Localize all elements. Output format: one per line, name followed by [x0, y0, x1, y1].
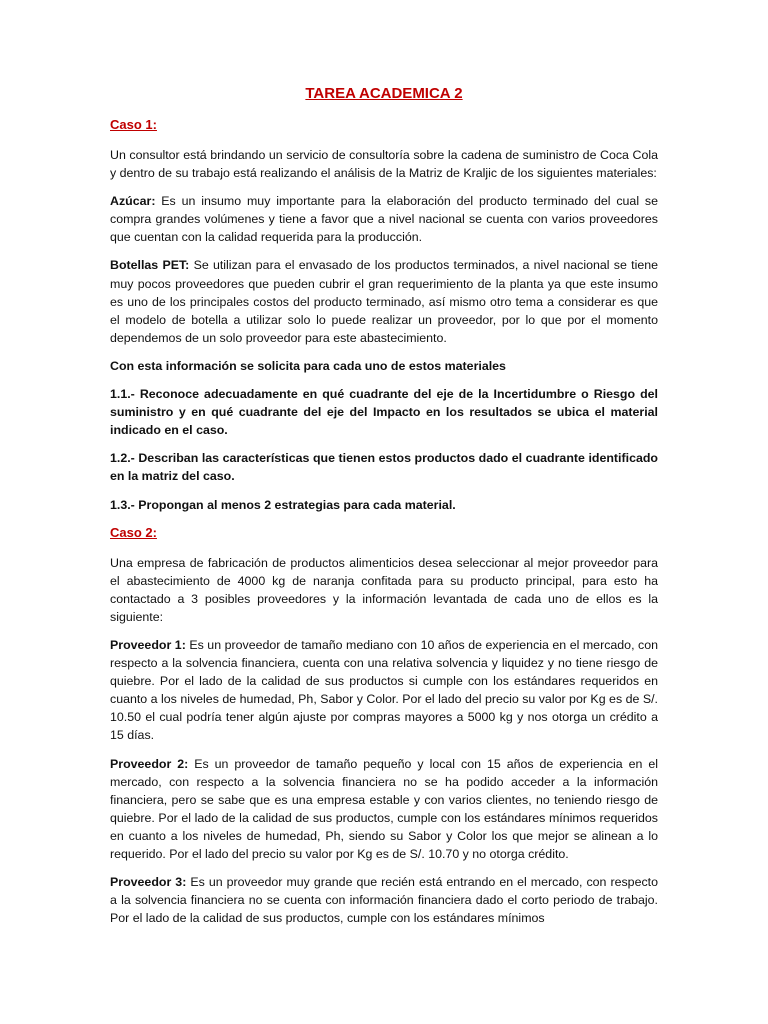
case-1-intro: Un consultor está brindando un servicio de consultoría sobre la cadena de suministro de Coca Cola y dentro de su trabajo está realizando el análisis de la Matriz de Kraljic de los siguientes materiales:: [110, 148, 658, 181]
proveedor-3-text: Es un proveedor muy grande que recién está entrando en el mercado, con respecto a la solvencia financiera no se cuenta con información financiera dado el corto periodo de trabajo. Por el lado de la calidad de sus productos, cumple con los estándares mínimos: [110, 875, 658, 926]
botellas-paragraph: [110, 256, 658, 346]
question-1-1: 1.1.- Reconoce adecuadamente en qué cuadrante del eje de la Incertidumbre o Riesgo del suministro y en qué cuadrante del eje del Impacto en los resultados se ubica el material indicado en el caso.: [110, 387, 658, 438]
proveedor-2-label: Proveedor 2:: [110, 756, 189, 771]
proveedor-2-paragraph: [110, 755, 658, 864]
proveedor-3-label: Proveedor 3:: [110, 875, 187, 890]
document-title: TAREA ACADEMICA 2: [305, 85, 463, 102]
azucar-paragraph: [110, 192, 658, 246]
proveedor-3-paragraph: [110, 873, 658, 927]
azucar-text: Es un insumo muy importante para la elaboración del producto terminado del cual se compra grandes volúmenes y tiene a favor que a nivel nacional se cuenta con varios proveedores que cuentan con la calidad requerida para la producción.: [110, 194, 658, 245]
question-1-2: 1.2.- Describan las características que tienen estos productos dado el cuadrante identificado en la matriz del caso.: [110, 451, 658, 484]
proveedor-1-paragraph: [110, 636, 658, 745]
azucar-label: Azúcar:: [110, 194, 156, 209]
proveedor-1-text: Es un proveedor de tamaño mediano con 10 años de experiencia en el mercado, con respecto a la solvencia financiera, cuenta con una relativa solvencia y liquidez y no tiene riesgo de quiebre. Por el lado de la calidad de sus productos si cumple con los estándares requeridos en cuanto a los niveles de humedad, Ph, Sabor y Color. Por el lado del precio su valor por Kg es de S/. 10.50 el cual podría tener algún ajuste por compras mayores a 5000 kg y nos otorga un crédito a 15 días.: [110, 637, 659, 743]
proveedor-2-text: Es un proveedor de tamaño pequeño y local con 15 años de experiencia en el mercado, con respecto a la solvencia financiera no se ha podido acceder a la información financiera, pero se sabe que es una empresa estable y con varios clientes, no teniendo riesgo de quiebre. Por el lado de la calidad de sus productos, cumple con los estándares mínimos requeridos en cuanto a los niveles de humedad, Ph, siendo su Sabor y Color los que mejor se alinean a lo requerido. Por el lado del precio su valor por Kg es de S/. 10.70 y no otorga crédito.: [110, 756, 659, 861]
botellas-text: Se utilizan para el envasado de los productos terminados, a nivel nacional se tiene muy pocos proveedores que pueden cubrir el gran requerimiento de la planta ya que este insumo es uno de los principales costos del producto terminado, así mismo otro tema a considerar es que el modelo de botella a utilizar solo lo puede realizar un proveedor, por lo que por el momento dependemos de un solo proveedor para este abastecimiento.: [110, 258, 659, 345]
case-1-heading: Caso 1:: [110, 117, 157, 132]
document-page: [110, 84, 658, 937]
proveedor-1-label: Proveedor 1:: [110, 637, 186, 652]
case-2-heading: Caso 2:: [110, 524, 157, 540]
botellas-label: Botellas PET:: [110, 258, 190, 273]
case-1-request: Con esta información se solicita para cada uno de estos materiales: [110, 358, 506, 373]
question-1-3: 1.3.- Propongan al menos 2 estrategias para cada material.: [110, 497, 456, 512]
case-2-intro: Una empresa de fabricación de productos alimenticios desea seleccionar al mejor proveedor para el abastecimiento de 4000 kg de naranja confitada para su producto principal, para esto ha contactado a 3 posibles proveedores y la información levantada de cada uno de ellos es la siguiente:: [110, 555, 658, 624]
